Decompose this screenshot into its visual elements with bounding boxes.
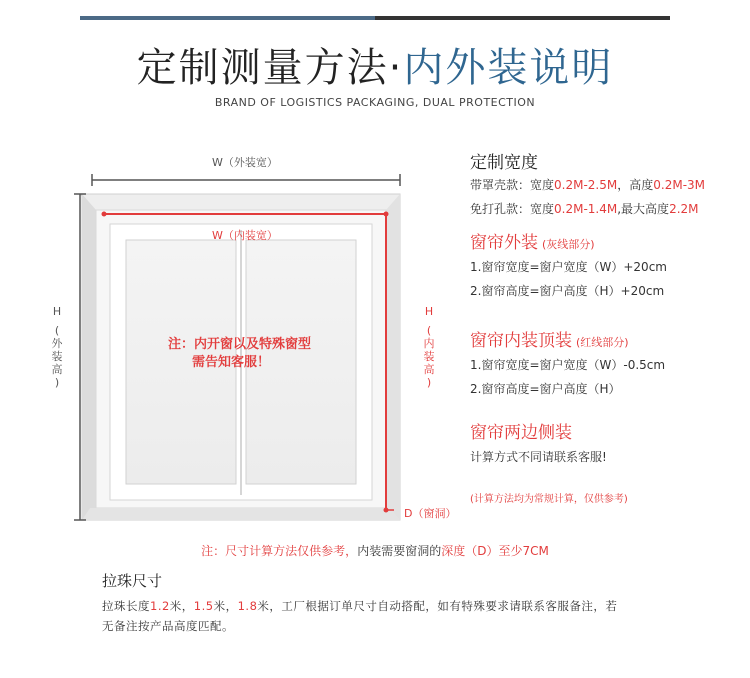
outer-item1: 1.窗帘宽度=窗户宽度（W）+20cm [470, 260, 667, 274]
w-outer-label: W（外装宽） [212, 156, 278, 169]
outer-item2: 2.窗帘高度=窗户高度（H）+20cm [470, 284, 665, 298]
inner-top-title: 窗帘内装顶装 (红线部分) [470, 331, 629, 351]
custom-width-line2: 免打孔款：宽度0.2M-1.4M,最大高度2.2M [470, 202, 699, 216]
bead-size-title: 拉珠尺寸 [102, 572, 163, 590]
diagram-note: 注：内开窗以及特殊窗型 需告知客服！ [168, 337, 312, 370]
w-inner-label: W（内装宽） [212, 229, 278, 242]
custom-width-title: 定制宽度 [470, 153, 538, 173]
inner-top-item2: 2.窗帘高度=窗户高度（H） [470, 382, 621, 396]
bead-size-text: 拉珠长度1.2米，1.5米，1.8米，工厂根据订单尺寸自动搭配，如有特殊要求请联系客服备注，若 无备注按产品高度匹配。 [102, 599, 618, 633]
d-label: D（窗洞） [404, 507, 457, 520]
h-inner-label: H ( 内 装 高 ) [423, 305, 435, 389]
side-install-desc: 计算方式不同请联系客服! [470, 450, 607, 464]
page-subtitle: BRAND OF LOGISTICS PACKAGING, DUAL PROTECTION [214, 96, 536, 109]
calc-note: (计算方法均为常规计算，仅供参考) [470, 494, 628, 505]
custom-width-line1: 带罩壳款：宽度0.2M-2.5M，高度0.2M-3M [470, 178, 706, 192]
outer-install-title: 窗帘外装 (灰线部分) [470, 233, 595, 253]
inner-top-item1: 1.窗帘宽度=窗户宽度（W）-0.5cm [470, 358, 666, 372]
h-outer-label: H ( 外 装 高 ) [51, 305, 63, 389]
page-title: 定制测量方法·内外装说明 [136, 45, 614, 91]
side-install-title: 窗帘两边侧装 [470, 423, 572, 443]
top-divider [80, 16, 670, 20]
measurement-note: 注：尺寸计算方法仅供参考，内装需要窗洞的深度（D）至少7CM [201, 544, 549, 558]
